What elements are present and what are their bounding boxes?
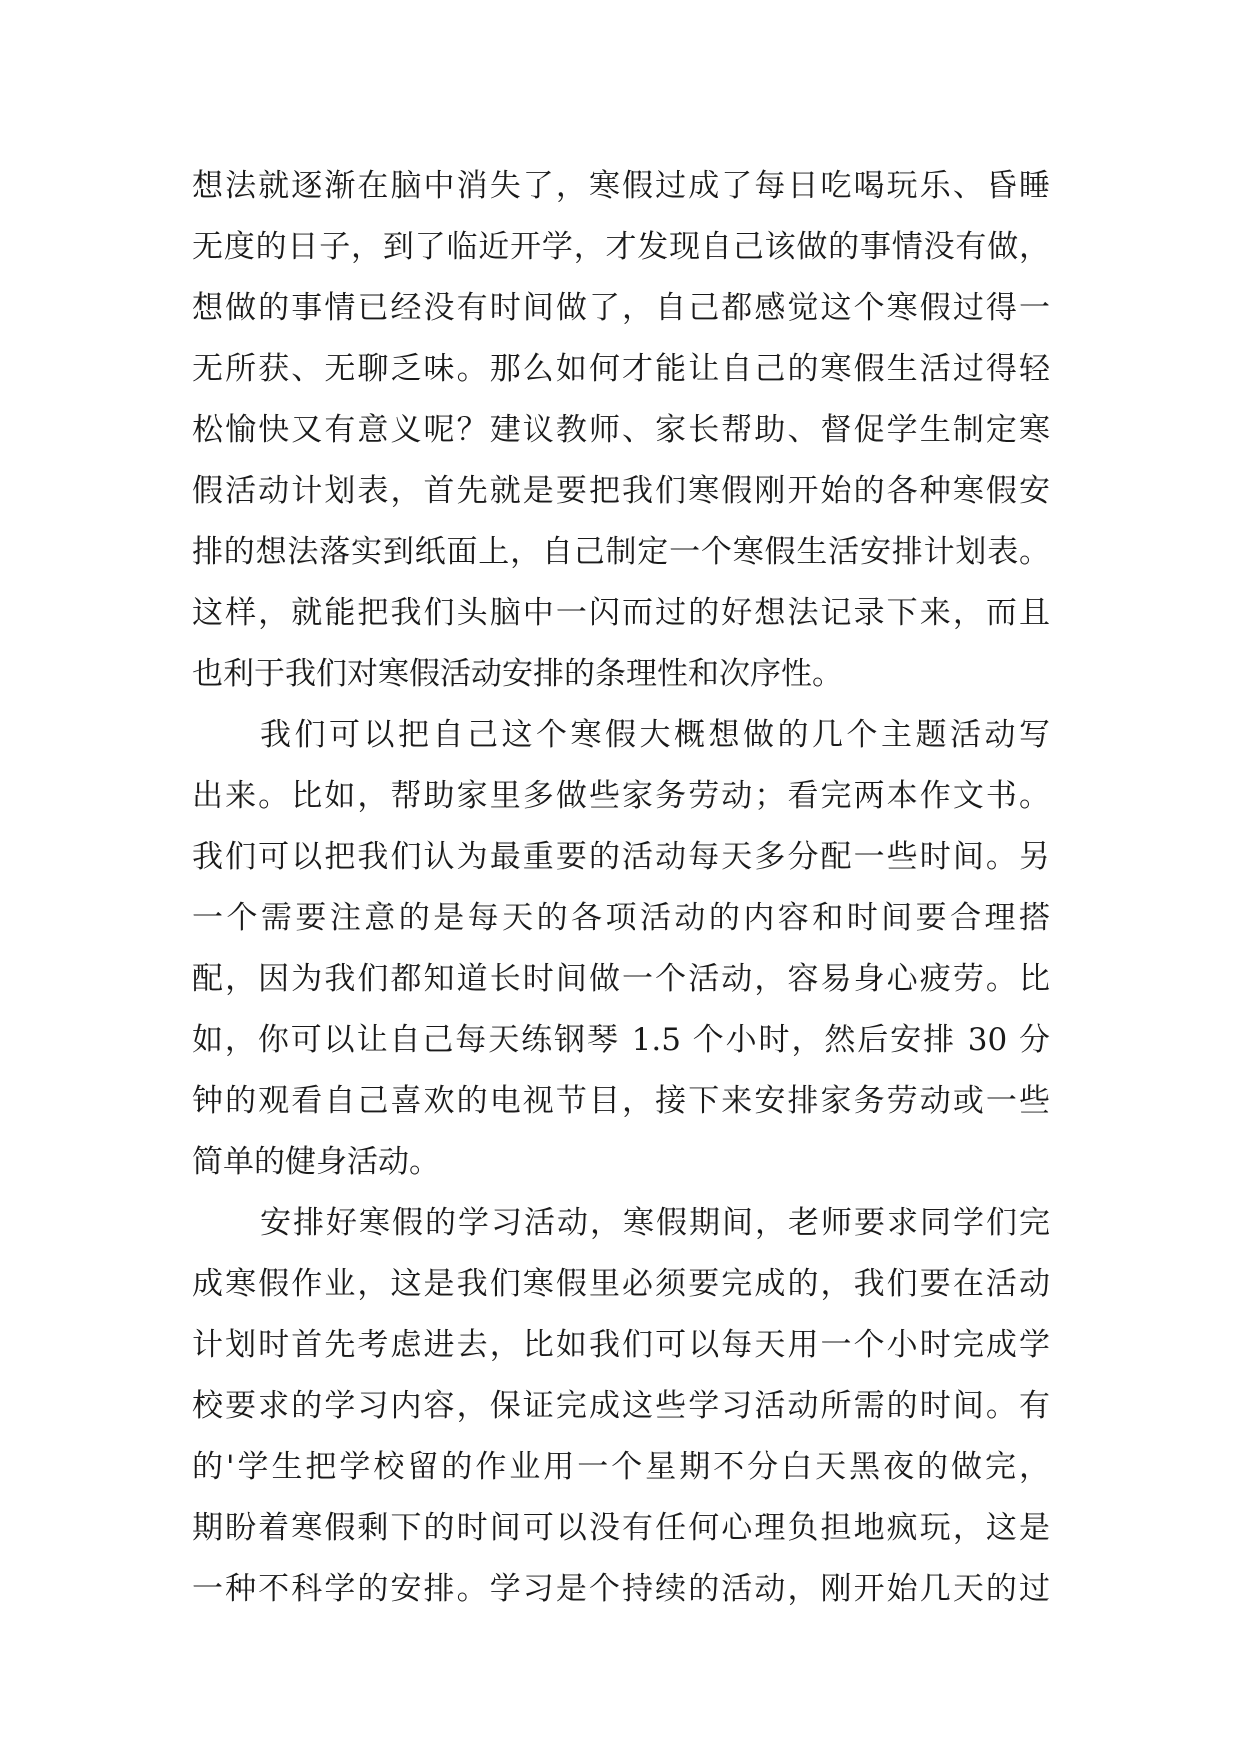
- text-line: 简单的健身活动。: [192, 1144, 440, 1180]
- text-line: 想做的事情已经没有时间做了，自己都感觉这个寒假过得一: [192, 290, 1050, 326]
- text-line: 钟的观看自己喜欢的电视节目，接下来安排家务劳动或一些: [192, 1083, 1050, 1119]
- text-line: 期盼着寒假剩下的时间可以没有任何心理负担地疯玩，这是: [192, 1510, 1050, 1546]
- text-line: 计划时首先考虑进去，比如我们可以每天用一个小时完成学: [192, 1327, 1050, 1363]
- text-line: 配，因为我们都知道长时间做一个活动，容易身心疲劳。比: [192, 961, 1050, 997]
- text-line: 一个需要注意的是每天的各项活动的内容和时间要合理搭: [192, 900, 1050, 936]
- text-line: 无所获、无聊乏味。那么如何才能让自己的寒假生活过得轻: [192, 351, 1050, 387]
- paragraph-first-line: 我们可以把自己这个寒假大概想做的几个主题活动写: [260, 717, 1050, 753]
- text-line: 这样，就能把我们头脑中一闪而过的好想法记录下来，而且: [192, 595, 1050, 631]
- text-line: 我们可以把我们认为最重要的活动每天多分配一些时间。另: [192, 839, 1050, 875]
- text-line: 排的想法落实到纸面上，自己制定一个寒假生活安排计划表。: [192, 534, 1050, 570]
- text-line: 一种不科学的安排。学习是个持续的活动，刚开始几天的过: [192, 1571, 1050, 1607]
- text-line: 校要求的学习内容，保证完成这些学习活动所需的时间。有: [192, 1388, 1050, 1424]
- body-text: [192, 156, 1050, 1620]
- text-line: 成寒假作业，这是我们寒假里必须要完成的，我们要在活动: [192, 1266, 1050, 1302]
- text-line: 无度的日子，到了临近开学，才发现自己该做的事情没有做，: [192, 229, 1050, 265]
- text-line: 出来。比如，帮助家里多做些家务劳动；看完两本作文书。: [192, 778, 1050, 814]
- text-line: 松愉快又有意义呢？建议教师、家长帮助、督促学生制定寒: [192, 412, 1050, 448]
- text-line: 也利于我们对寒假活动安排的条理性和次序性。: [192, 656, 843, 692]
- paragraph-first-line: 安排好寒假的学习活动，寒假期间，老师要求同学们完: [260, 1205, 1050, 1241]
- text-line: 如，你可以让自己每天练钢琴 1.5 个小时，然后安排 30 分: [192, 1022, 1050, 1058]
- text-line: 的'学生把学校留的作业用一个星期不分白天黑夜的做完，: [192, 1449, 1050, 1485]
- text-line: 想法就逐渐在脑中消失了，寒假过成了每日吃喝玩乐、昏睡: [192, 168, 1050, 204]
- text-line: 假活动计划表，首先就是要把我们寒假刚开始的各种寒假安: [192, 473, 1050, 509]
